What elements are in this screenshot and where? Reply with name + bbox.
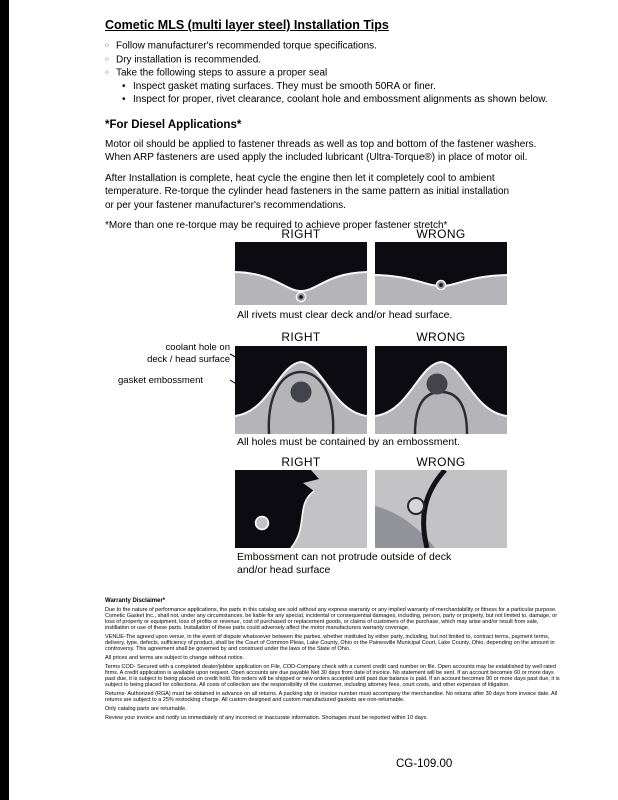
tip-item — [105, 66, 580, 80]
rivet-wrong-illustration-icon — [375, 242, 507, 305]
tip-text: Inspect gasket mating surfaces. They must be smooth 50RA or finer. — [133, 80, 436, 92]
legal-paragraph: VENUE-The agreed upon venue, in the event of dispute whatsoever between the parties, whether instituted by either party, including, but not limited to, contract terms, payment terms, delivery, type, defects, sufficiency of product, shall be the Court of Common Pleas, Lake County, Ohio or the Painesville Municipal Court, Lake County, Ohio, depending on the amount in controversy. This agreement shall be governed by and construed under the laws of the State of Ohio. — [105, 634, 555, 652]
retorque-note: *More than one re-torque may be required to achieve proper fastener stretch* — [105, 220, 448, 231]
rivet-right-diagram — [235, 242, 367, 305]
hollow-bullet-icon — [105, 53, 116, 67]
rivet-wrong-diagram — [375, 242, 507, 305]
page-code: CG-109.00 — [396, 758, 453, 770]
protrusion-right-diagram — [235, 470, 367, 548]
tip-item — [105, 53, 580, 67]
embossment-caption: All holes must be contained by an embossment. — [237, 436, 460, 448]
legal-paragraph: Review your invoice and notify us immediately of any incorrect or inaccurate information. Shortages must be reported within 10 days. — [105, 715, 428, 721]
filled-bullet-icon — [122, 80, 133, 93]
legal-paragraph: Only catalog parts are returnable. — [105, 706, 187, 712]
protrusion-caption-line: and/or head surface — [237, 564, 331, 576]
right-header: RIGHT — [281, 227, 321, 241]
diesel-paragraph-1 — [105, 138, 580, 165]
tip-text: Follow manufacturer's recommended torque specifications. — [116, 40, 377, 52]
tip-text: Dry installation is recommended. — [116, 54, 262, 65]
coolant-hole-label-line: deck / head surface — [147, 353, 230, 365]
coolant-hole-label — [126, 342, 230, 365]
wrong-header: WRONG — [416, 330, 466, 344]
embossment-wrong-illustration-icon — [375, 346, 507, 434]
diesel-applications-heading: *For Diesel Applications* — [105, 118, 242, 131]
hollow-bullet-icon — [105, 66, 116, 80]
right-header: RIGHT — [281, 330, 321, 344]
tip-text: Inspect for proper, rivet clearance, coolant hole and embossment alignments as shown below. — [133, 93, 548, 105]
wrong-header: WRONG — [416, 227, 466, 241]
tips-list — [105, 39, 580, 106]
tip-sub-item — [105, 93, 580, 106]
right-header: RIGHT — [281, 455, 321, 469]
paragraph-line: or per your fastener manufacturer's recommendations. — [105, 199, 346, 211]
protrusion-caption — [237, 551, 451, 577]
legal-paragraph: Returns- Authorized (RGA) must be obtained in advance on all returns. A packing slip or invoice number must accompany the merchandise. No returns after 30 days from invoice date. All returns are subject to a 25% restocking charge. All custom designed and custom manufactured gaskets are non-returnable. — [105, 691, 558, 703]
rivet-caption: All rivets must clear deck and/or head surface. — [237, 309, 453, 321]
embossment-wrong-diagram — [375, 346, 507, 434]
main-text-column — [105, 18, 580, 231]
rivet-right-illustration-icon — [235, 242, 367, 305]
legal-paragraph: All prices and terms are subject to change without notice. — [105, 655, 245, 661]
gasket-embossment-label: gasket embossment — [118, 375, 204, 386]
tip-sub-item — [105, 80, 580, 93]
tip-text: Take the following steps to assure a proper seal — [116, 67, 328, 79]
protrusion-wrong-illustration-icon — [375, 470, 507, 548]
protrusion-caption-line: Embossment can not protrude outside of deck — [237, 551, 452, 563]
tip-item — [105, 39, 580, 53]
legal-paragraph: Terms COD- Secured with a completed dealer/jobber application on File, COD-Company check with a current credit card number on file. Open accounts may be established by well rated firms. A credit application is available upon request. Open accounts are due payable Net 30 days from date of invoice. No statement will be sent. If an account becomes 60 or more days past due, it is subject to being placed on credit hold. No orders will be shipped or new orders accepted until past due balance is paid. If an account becomes 90 or more days past due, it is subject to being placed for collections. All costs of collection are the responsibility of the customer, including attorney fees, court costs, and other expenses of litigation. — [105, 664, 560, 688]
warranty-disclaimer-heading: Warranty Disclaimer* — [105, 598, 166, 604]
protrusion-wrong-diagram — [375, 470, 507, 548]
page-title: Cometic MLS (multi layer steel) Installation Tips — [105, 18, 389, 32]
hollow-bullet-icon — [105, 39, 116, 53]
paragraph-line: temperature. Re-torque the cylinder head fasteners in the same pattern as initial installation — [105, 186, 510, 197]
protrusion-right-illustration-icon — [235, 470, 367, 548]
legal-section — [105, 598, 561, 724]
embossment-right-illustration-icon — [235, 346, 367, 434]
diesel-paragraph-2 — [105, 172, 580, 213]
filled-bullet-icon — [122, 93, 133, 106]
left-edge-bar — [0, 0, 9, 800]
embossment-right-diagram — [235, 346, 367, 434]
paragraph-line: After Installation is complete, heat cycle the engine then let it completely cool to ambient — [105, 172, 495, 184]
paragraph-line: Motor oil should be applied to fastener threads as well as top and bottom of the fastener washers. — [105, 138, 537, 150]
coolant-hole-label-line: coolant hole on — [165, 342, 230, 353]
paragraph-line: When ARP fasteners are used apply the included lubricant (Ultra-Torque®) in place of motor oil. — [105, 152, 528, 163]
legal-paragraph: Due to the nature of performance applications, the parts in this catalog are sold without any express warranty or any implied warranty of merchantability or fitness for a particular purpose. Cometic Gasket Inc., shall not, under any circumstances, be liable for any special, incidental or consequential damages, including, person, party or property, but not limited to, damage, or loss of property or equipment, loss of profits or revenue, cost of purchased or replacement goods, or claims of customers of the purchase, which may arise and/or result from sale, instillation or use of these parts. Installation of these parts could adversely affect the motor manufacturers warranty coverage. — [105, 607, 558, 631]
wrong-header: WRONG — [416, 455, 466, 469]
